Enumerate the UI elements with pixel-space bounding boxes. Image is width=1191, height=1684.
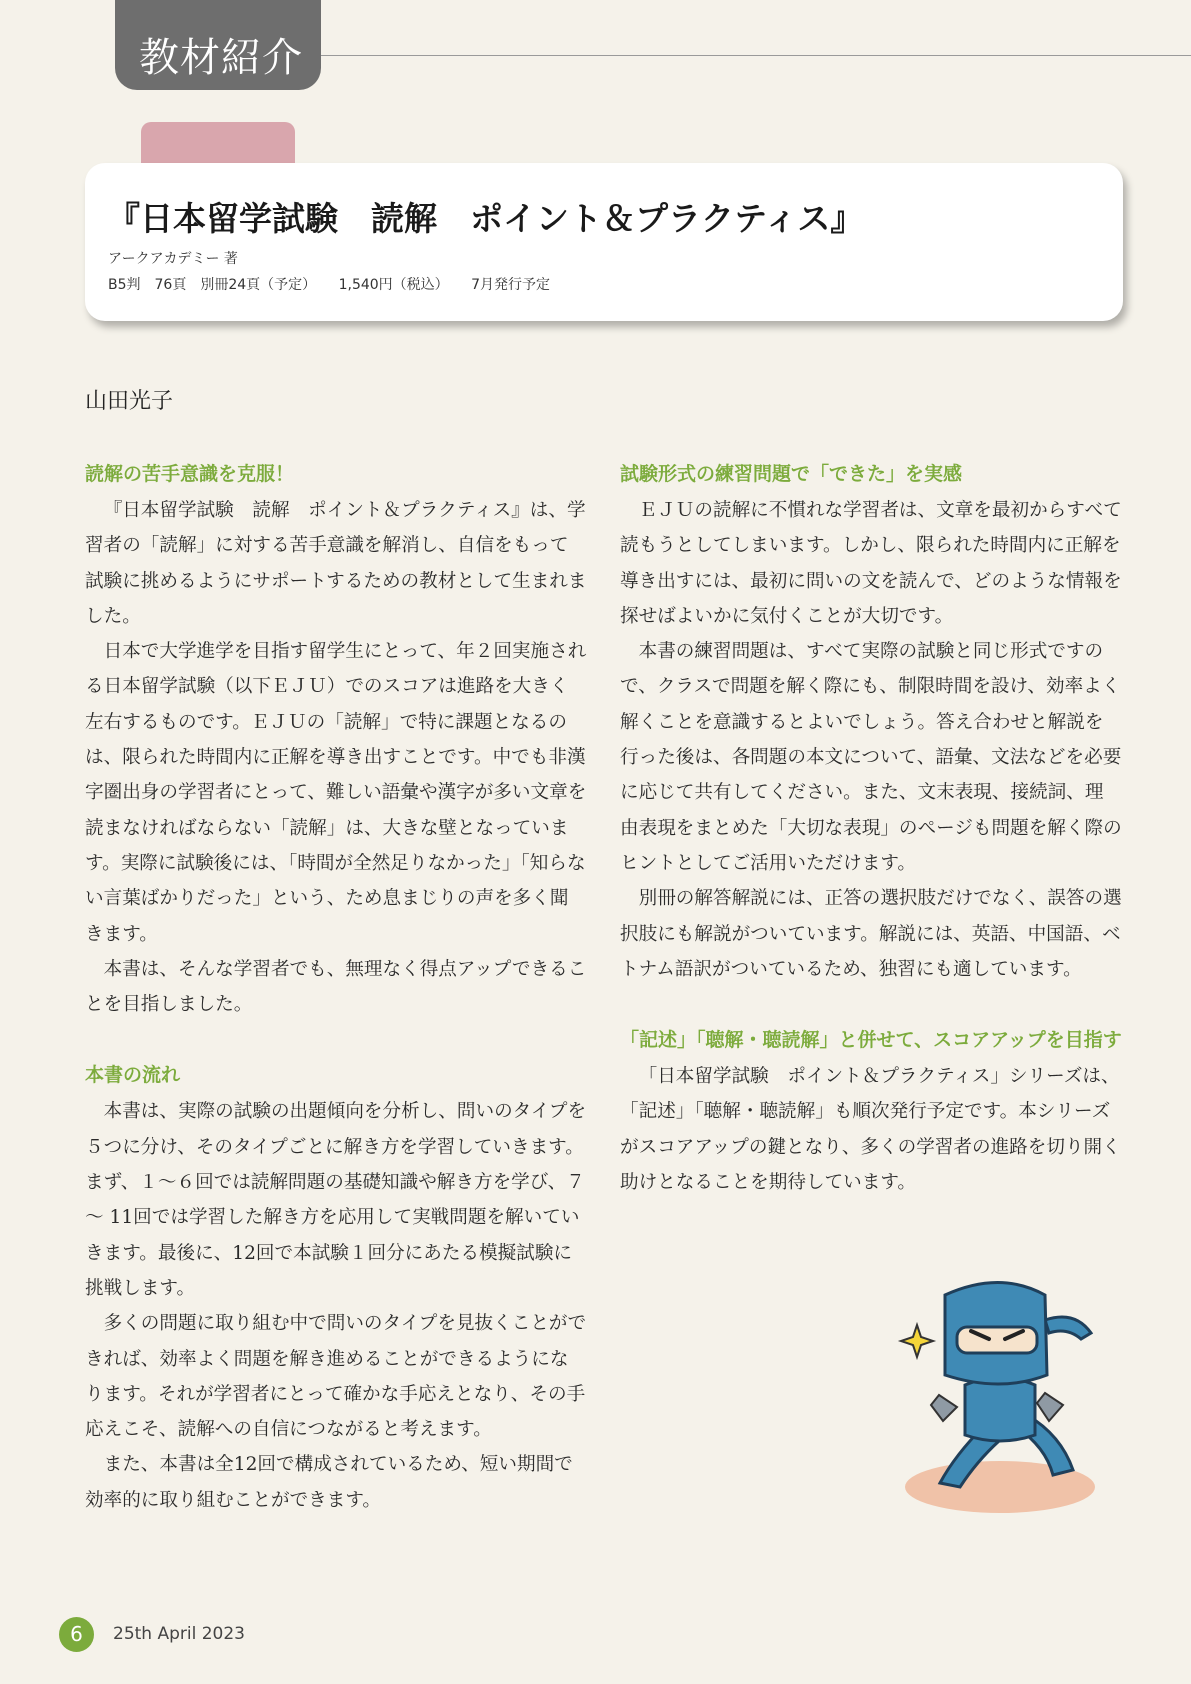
paragraph: 日本で大学進学を目指す留学生にとって、年２回実施される日本留学試験（以下ＥＪＵ）でのスコアは進路を大きく左右するものです。ＥＪＵの「読解」で特に課題となるのは、限られた時間内に正解を導き出すことです。中でも非漢字圏出身の学習者にとって、難しい語彙や漢字が多い文章を読まなければならない「読解」は、大きな壁となっています。実際に試験後には、「時間が全然足りなかった」「知らない言葉ばかりだった」という、ため息まじりの声を多く聞きます。 xyxy=(85,641,587,945)
right-column xyxy=(620,459,1122,1200)
paragraph: ＥＪＵの読解に不慣れな学習者は、文章を最初からすべて読もうとしてしまいます。しかし、限られた時間内に正解を導き出すには、最初に問いの文を読んで、どのような情報を探せばよいかに気付くことが大切です。 xyxy=(620,500,1122,627)
paragraph: 多くの問題に取り組む中で問いのタイプを見抜くことができれば、効率よく問題を解き進めることができるようになります。それが学習者にとって確かな手応えとなり、その手応えこそ、読解への自信につながると考えます。 xyxy=(85,1313,587,1441)
section-tag-label: 教材紹介 xyxy=(139,35,303,81)
ninja-illustration xyxy=(895,1265,1105,1515)
section-heading-series: 「記述」「聴解・聴読解」と併せて、スコアアップを目指す xyxy=(620,1029,1122,1052)
section-heading-practice: 試験形式の練習問題で「できた」を実感 xyxy=(620,463,963,485)
section-heading-overcome: 読解の苦手意識を克服！ xyxy=(85,463,295,485)
book-specs xyxy=(108,274,568,294)
paragraph: 本書の練習問題は、すべて実際の試験と同じ形式ですので、クラスで問題を解く際にも、制限時間を設け、効率よく解くことを意識するとよいでしょう。答え合わせと解説を行った後は、各問題の本文について、語彙、文法などを必要に応じて共有してください。また、文末表現、接続詞、理由表現をまとめた「大切な表現」のページも問題を解く際のヒントとしてご活用いただけます。 xyxy=(620,641,1122,874)
section-heading-flow: 本書の流れ xyxy=(85,1064,181,1087)
book-format-pages: B5判 76頁 別冊24頁（予定） xyxy=(108,277,317,293)
paragraph: 本書は、実際の試験の出題傾向を分析し、問いのタイプを５つに分け、そのタイプごとに解き方を学習していきます。まず、１～６回では読解問題の基礎知識や解き方を学び、７～ 11回では学習した解き方を応用して実戦問題を解いていきます。最後に、12回で本試験１回分にあたる模擬試験に挑戦します。 xyxy=(85,1101,587,1299)
book-author: アークアカデミー 著 xyxy=(108,251,238,267)
book-release: 7月発行予定 xyxy=(471,277,551,293)
paragraph: 「日本留学試験 ポイント＆プラクティス」シリーズは、「記述」「聴解・聴読解」も順次発行予定です。本シリーズがスコアアップの鍵となり、多くの学習者の進路を切り開く助けとなることを期待しています。 xyxy=(620,1066,1121,1194)
issue-date: 25th April 2023 xyxy=(113,1624,245,1644)
header-rule xyxy=(321,55,1191,56)
paragraph: 別冊の解答解説には、正答の選択肢だけでなく、誤答の選択肢にも解説がついています。解説には、英語、中国語、ベトナム語訳がついているため、独習にも適しています。 xyxy=(620,888,1122,980)
paragraph: また、本書は全12回で構成されているため、短い期間で効率的に取り組むことができます。 xyxy=(85,1454,573,1511)
section-tag xyxy=(115,0,321,90)
paragraph: 『日本留学試験 読解 ポイント＆プラクティス』は、学習者の「読解」に対する苦手意識を解消し、自信をもって試験に挑めるようにサポートするための教材として生まれました。 xyxy=(85,500,587,627)
page-number-badge: 6 xyxy=(59,1617,94,1652)
paragraph: 本書は、そんな学習者でも、無理なく得点アップできることを目指しました。 xyxy=(85,958,587,1016)
book-info-card xyxy=(85,163,1123,321)
article-author: 山田光子 xyxy=(85,389,174,414)
left-column xyxy=(85,459,587,1518)
book-title: 『日本留学試験 読解 ポイント＆プラクティス』 xyxy=(107,199,864,238)
book-price: 1,540円（税込） xyxy=(338,277,449,293)
